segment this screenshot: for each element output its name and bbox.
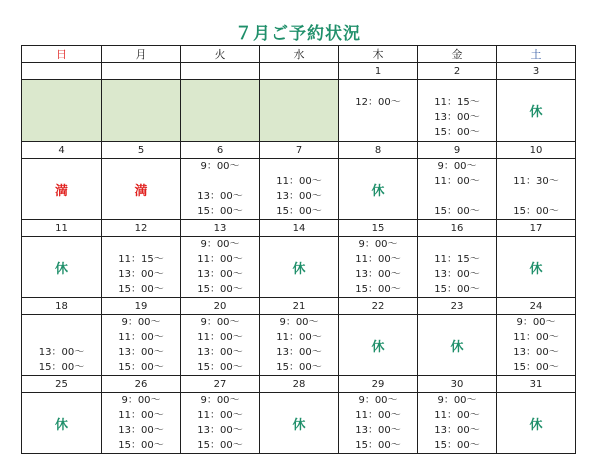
time-slot: 15：00～ bbox=[197, 361, 243, 373]
time-slot: 11：30～ bbox=[513, 175, 559, 187]
date-number: 19 bbox=[102, 298, 181, 315]
time-slot: 15：00～ bbox=[355, 283, 401, 295]
time-slot: 13：00～ bbox=[355, 424, 401, 436]
time-slots-cell bbox=[181, 315, 260, 376]
weekday-sat: 土 bbox=[497, 46, 576, 63]
date-number: 15 bbox=[339, 220, 418, 237]
time-slot: 15：00～ bbox=[434, 283, 480, 295]
time-slot: 9：00～ bbox=[437, 394, 477, 406]
date-row bbox=[22, 298, 576, 315]
closed-label: 休 bbox=[450, 339, 464, 355]
date-row bbox=[22, 63, 576, 80]
time-slot: 13：00～ bbox=[276, 346, 322, 358]
schedule-row bbox=[22, 315, 576, 376]
date-number: 1 bbox=[339, 63, 418, 80]
time-slot: 13：00～ bbox=[118, 424, 164, 436]
time-slot: 11：00～ bbox=[434, 175, 480, 187]
date-number: 6 bbox=[181, 142, 260, 159]
time-slots-cell bbox=[339, 393, 418, 454]
closed-day-cell bbox=[339, 159, 418, 220]
date-number: 30 bbox=[418, 376, 497, 393]
time-slot: 11：15～ bbox=[434, 97, 480, 108]
date-number bbox=[260, 63, 339, 80]
date-number: 5 bbox=[102, 142, 181, 159]
closed-day-cell bbox=[260, 393, 339, 454]
weekday-tue: 火 bbox=[181, 46, 260, 63]
date-number: 11 bbox=[22, 220, 102, 237]
closed-label: 休 bbox=[529, 105, 543, 120]
fully-booked-cell bbox=[22, 159, 102, 220]
time-slot: 13：00～ bbox=[197, 424, 243, 436]
date-number: 20 bbox=[181, 298, 260, 315]
time-slot: 9：00～ bbox=[121, 394, 161, 406]
time-slot: 15：00～ bbox=[197, 205, 243, 217]
time-slot: 15：00～ bbox=[118, 283, 164, 295]
date-number: 8 bbox=[339, 142, 418, 159]
time-slot: 11：15～ bbox=[434, 253, 480, 265]
time-slot: 15：00～ bbox=[118, 361, 164, 373]
weekday-fri: 金 bbox=[418, 46, 497, 63]
date-number: 28 bbox=[260, 376, 339, 393]
time-slots-cell bbox=[418, 237, 497, 298]
time-slots-cell bbox=[497, 315, 576, 376]
closed-label: 休 bbox=[292, 417, 306, 433]
date-number: 17 bbox=[497, 220, 576, 237]
time-slot: 9：00～ bbox=[200, 238, 240, 250]
date-number: 29 bbox=[339, 376, 418, 393]
time-slot: 11：00～ bbox=[276, 331, 322, 343]
time-slot: 13：00～ bbox=[355, 268, 401, 280]
date-number: 4 bbox=[22, 142, 102, 159]
page-title: ７月ご予約状況 bbox=[235, 24, 361, 44]
closed-day-cell bbox=[497, 237, 576, 298]
closed-day-cell bbox=[339, 315, 418, 376]
time-slot: 15：00～ bbox=[513, 205, 559, 217]
date-number: 7 bbox=[260, 142, 339, 159]
time-slot: 11：00～ bbox=[197, 409, 243, 421]
empty-day-cell bbox=[102, 80, 181, 142]
time-slot: 11：00～ bbox=[355, 409, 401, 421]
date-number: 18 bbox=[22, 298, 102, 315]
time-slots-cell bbox=[102, 237, 181, 298]
time-slots-cell bbox=[260, 315, 339, 376]
time-slot: 11：00～ bbox=[513, 331, 559, 343]
time-slot: 13：00～ bbox=[276, 190, 322, 202]
time-slots-cell bbox=[102, 315, 181, 376]
closed-day-cell bbox=[497, 393, 576, 454]
date-number bbox=[102, 63, 181, 80]
time-slot: 9：00～ bbox=[358, 394, 398, 406]
closed-day-cell bbox=[260, 237, 339, 298]
time-slot: 15：00～ bbox=[276, 361, 322, 373]
empty-day-cell bbox=[260, 80, 339, 142]
date-number bbox=[181, 63, 260, 80]
time-slots-cell bbox=[418, 159, 497, 220]
time-slot: 9：00～ bbox=[200, 160, 240, 172]
time-slot: 15：00～ bbox=[434, 205, 480, 217]
time-slot: 15：00～ bbox=[38, 361, 85, 373]
date-number: 14 bbox=[260, 220, 339, 237]
date-number: 25 bbox=[22, 376, 102, 393]
time-slots-cell bbox=[418, 393, 497, 454]
time-slot bbox=[260, 159, 338, 174]
closed-day-cell bbox=[22, 237, 102, 298]
date-number: 9 bbox=[418, 142, 497, 159]
closed-label: 休 bbox=[54, 261, 68, 277]
time-slot: 15：00～ bbox=[118, 439, 164, 451]
date-number: 3 bbox=[497, 63, 576, 80]
closed-label: 休 bbox=[529, 417, 543, 433]
time-slot: 13：00～ bbox=[38, 346, 85, 358]
time-slot: 12：00～ bbox=[355, 97, 401, 108]
time-slot bbox=[22, 315, 101, 330]
time-slot: 15：00～ bbox=[197, 283, 243, 295]
time-slot bbox=[181, 174, 259, 189]
time-slot: 15：00～ bbox=[434, 439, 480, 451]
weekday-thu: 木 bbox=[339, 46, 418, 63]
date-row bbox=[22, 142, 576, 159]
time-slot: 11：15～ bbox=[118, 253, 164, 265]
time-slot bbox=[22, 330, 101, 345]
date-number: 13 bbox=[181, 220, 260, 237]
schedule-row bbox=[22, 393, 576, 454]
date-number: 12 bbox=[102, 220, 181, 237]
closed-label: 休 bbox=[529, 261, 543, 277]
time-slot bbox=[497, 159, 575, 174]
reservation-calendar bbox=[21, 45, 576, 454]
empty-day-cell bbox=[22, 80, 102, 142]
closed-label: 休 bbox=[54, 417, 68, 433]
time-slot: 15：00～ bbox=[513, 361, 559, 373]
time-slot: 11：00～ bbox=[276, 175, 322, 187]
closed-label: 休 bbox=[371, 339, 385, 355]
date-number: 26 bbox=[102, 376, 181, 393]
time-slot: 11：00～ bbox=[197, 253, 243, 265]
time-slots-cell bbox=[339, 237, 418, 298]
time-slot: 13：00～ bbox=[434, 112, 480, 123]
time-slot: 13：00～ bbox=[197, 346, 243, 358]
weekday-sun: 日 bbox=[22, 46, 102, 63]
time-slot: 9：00～ bbox=[200, 316, 240, 328]
time-slot: 11：00～ bbox=[118, 409, 164, 421]
time-slots-cell bbox=[339, 80, 418, 142]
date-number: 23 bbox=[418, 298, 497, 315]
time-slot bbox=[339, 126, 417, 141]
time-slot: 13：00～ bbox=[197, 190, 243, 202]
time-slots-cell bbox=[260, 159, 339, 220]
fully-booked-label: 満 bbox=[134, 183, 148, 199]
time-slot: 15：00～ bbox=[355, 439, 401, 451]
time-slots-cell bbox=[181, 159, 260, 220]
date-number bbox=[22, 63, 102, 80]
time-slot: 13：00～ bbox=[197, 268, 243, 280]
time-slot: 11：00～ bbox=[434, 409, 480, 421]
time-slot: 11：00～ bbox=[197, 331, 243, 343]
time-slot: 13：00～ bbox=[118, 268, 164, 280]
time-slot: 9：00～ bbox=[121, 316, 161, 328]
time-slot: 13：00～ bbox=[434, 268, 480, 280]
time-slots-cell bbox=[418, 80, 497, 142]
time-slot: 9：00～ bbox=[200, 394, 240, 406]
schedule-row bbox=[22, 80, 576, 142]
fully-booked-label: 満 bbox=[54, 183, 68, 199]
time-slot bbox=[339, 81, 417, 96]
closed-day-cell bbox=[418, 315, 497, 376]
time-slot: 15：00～ bbox=[434, 127, 480, 138]
date-number: 21 bbox=[260, 298, 339, 315]
weekday-wed: 水 bbox=[260, 46, 339, 63]
closed-day-cell bbox=[22, 393, 102, 454]
time-slot: 13：00～ bbox=[513, 346, 559, 358]
time-slot: 9：00～ bbox=[279, 316, 319, 328]
time-slot bbox=[418, 237, 496, 252]
time-slot: 11：00～ bbox=[355, 253, 401, 265]
time-slot: 13：00～ bbox=[434, 424, 480, 436]
time-slot: 9：00～ bbox=[437, 160, 477, 172]
closed-label: 休 bbox=[371, 183, 385, 199]
schedule-row bbox=[22, 159, 576, 220]
date-number: 16 bbox=[418, 220, 497, 237]
empty-day-cell bbox=[181, 80, 260, 142]
time-slot bbox=[497, 189, 575, 204]
time-slot: 15：00～ bbox=[197, 439, 243, 451]
closed-day-cell bbox=[497, 80, 576, 142]
time-slot: 13：00～ bbox=[118, 346, 164, 358]
time-slots-cell bbox=[102, 393, 181, 454]
time-slot bbox=[418, 189, 496, 204]
time-slots-cell bbox=[497, 159, 576, 220]
time-slots-cell bbox=[181, 393, 260, 454]
time-slot bbox=[339, 111, 417, 126]
weekday-mon: 月 bbox=[102, 46, 181, 63]
date-row bbox=[22, 220, 576, 237]
weekday-header-row bbox=[22, 46, 576, 63]
closed-label: 休 bbox=[292, 261, 306, 277]
date-row bbox=[22, 376, 576, 393]
time-slots-cell bbox=[181, 237, 260, 298]
time-slot: 11：00～ bbox=[118, 331, 164, 343]
date-number: 2 bbox=[418, 63, 497, 80]
time-slot: 9：00～ bbox=[516, 316, 556, 328]
date-number: 31 bbox=[497, 376, 576, 393]
schedule-row bbox=[22, 237, 576, 298]
time-slot bbox=[102, 237, 180, 252]
date-number: 27 bbox=[181, 376, 260, 393]
time-slot: 15：00～ bbox=[276, 205, 322, 217]
date-number: 10 bbox=[497, 142, 576, 159]
date-number: 24 bbox=[497, 298, 576, 315]
time-slot: 9：00～ bbox=[358, 238, 398, 250]
date-number: 22 bbox=[339, 298, 418, 315]
time-slots-cell bbox=[22, 315, 102, 376]
fully-booked-cell bbox=[102, 159, 181, 220]
time-slot bbox=[418, 81, 496, 96]
